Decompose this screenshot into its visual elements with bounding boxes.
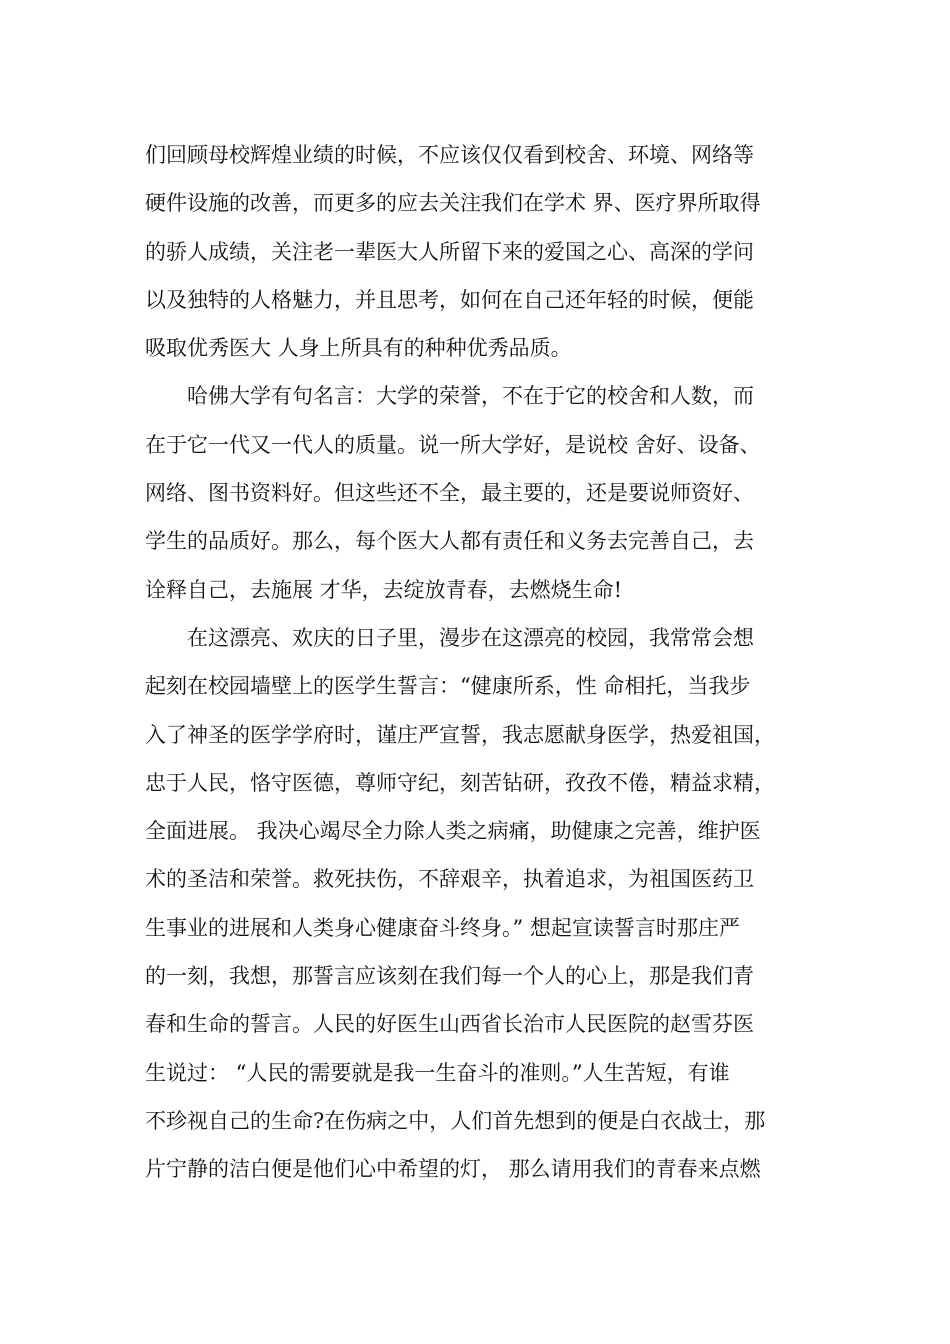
text-line: 吸取优秀医大 人身上所具有的种种优秀品质。 bbox=[145, 336, 572, 361]
body-text bbox=[145, 131, 825, 1194]
text-line: 以及独特的人格魅力，并且思考，如何在自己还年轻的时候，便能 bbox=[145, 287, 754, 312]
text-line: 们回顾母校辉煌业绩的时候，不应该仅仅看到校舍、环境、网络等 bbox=[145, 143, 754, 167]
text-line: 硬件设施的改善，而更多的应去关注我们在学术 界、医疗界所取得 bbox=[145, 191, 761, 216]
text-line: 的一刻，我想，那誓言应该刻在我们每一个人的心上，那是我们青 bbox=[145, 964, 754, 989]
text-line: 春和生命的誓言。人民的好医生山西省长治市人民医院的赵雪芬医 bbox=[145, 1012, 754, 1037]
text-line: 起刻在校园墙壁上的医学生誓言：“健康所系，性 命相托，当我步 bbox=[145, 674, 751, 699]
text-line: 生事业的进展和人类身心健康奋斗终身。” 想起宣读誓言时那庄严 bbox=[145, 915, 740, 940]
text-line: 的骄人成绩，关注老一辈医大人所留下来的爱国之心、高深的学问 bbox=[145, 239, 754, 264]
text-line: 忠于人民，恪守医德，尊师守纪，刻苦钻研，孜孜不倦，精益求精， bbox=[145, 770, 775, 795]
text-line: 学生的品质好。那么，每个医大人都有责任和义务去完善自己，去 bbox=[145, 529, 754, 554]
text-line: 在于它一代又一代人的质量。说一所大学好，是说校 舍好、设备、 bbox=[145, 432, 761, 457]
text-line: 生说过： “人民的需要就是我一生奋斗的准则。”人生苦短，有谁 bbox=[145, 1060, 730, 1085]
text-line: 诠释自己，去施展 才华，去绽放青春，去燃烧生命! bbox=[145, 577, 623, 602]
text-line: 不珍视自己的生命?在伤病之中，人们首先想到的便是白衣战士，那 bbox=[145, 1108, 766, 1133]
text-line: 术的圣洁和荣誉。救死扶伤，不辞艰辛，执着追求，为祖国医药卫 bbox=[145, 867, 754, 892]
paragraph-start-line: 在这漂亮、欢庆的日子里，漫步在这漂亮的校园，我常常会想 bbox=[187, 625, 754, 650]
text-line: 全面进展。 我决心竭尽全力除人类之病痛，助健康之完善，维护医 bbox=[145, 819, 761, 844]
text-line: 片宁静的洁白便是他们心中希望的灯， 那么请用我们的青春来点燃 bbox=[145, 1157, 761, 1182]
text-line: 网络、图书资料好。但这些还不全，最主要的，还是要说师资好、 bbox=[145, 481, 754, 506]
paragraph-start-line: 哈佛大学有句名言：大学的荣誉，不在于它的校舍和人数，而 bbox=[187, 384, 754, 409]
text-line: 入了神圣的医学学府时，谨庄严宣誓，我志愿献身医学，热爱祖国， bbox=[145, 722, 775, 747]
